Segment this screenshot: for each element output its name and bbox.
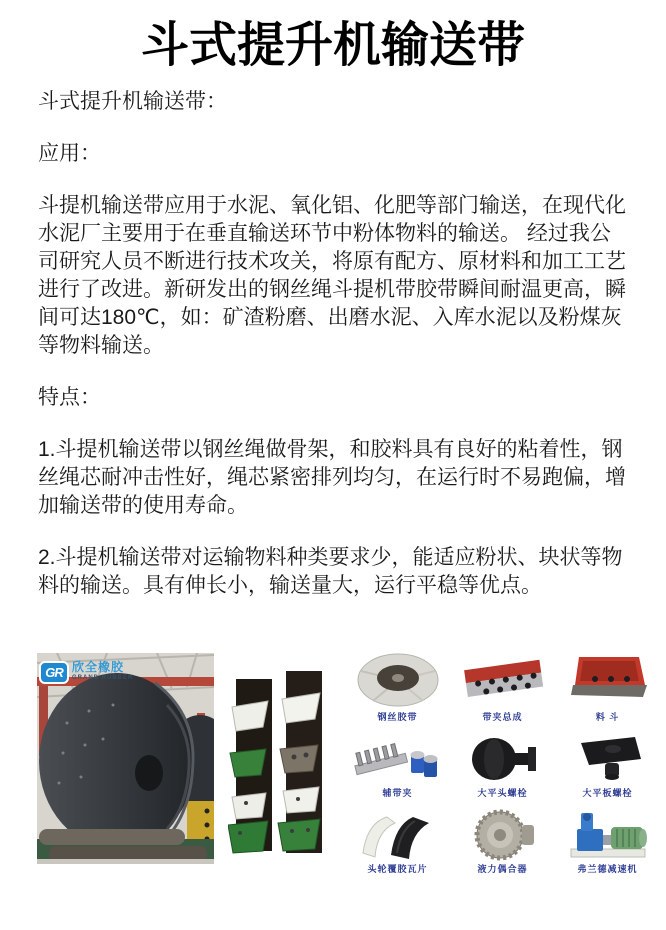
part-flender-reducer [555,801,660,877]
aux-belt-clamp-image [353,735,443,785]
part-hopper [555,645,660,725]
application-text: 斗提机输送带应用于水泥、氧化铝、化肥等部门输送，在现代化水泥厂主要用于在垂直输送环节中粉体物料的输送。 经过我公司研究人员不断进行技术攻关，将原有配方、原材料和加工工艺进行了改进。新研发出的钢丝绳斗提机带胶带瞬间耐温更高，瞬间可达180℃，如：矿渣粉磨、出磨水泥、入库水泥以及粉煤灰等物料输送。 [38,194,626,357]
belt-roll-photo-image [37,653,214,864]
rubber-tiles-image [353,813,443,861]
part-aux-belt-clamp [345,725,450,801]
brand-logo [39,661,133,684]
flender-reducer-image [563,809,653,861]
part-label: 料 斗 [595,712,620,722]
logo-name-en: GRAND RUBBER [72,675,134,681]
page-title: 斗式提升机输送带 [140,19,525,72]
subtitle: 斗式提升机输送带： [38,90,227,113]
part-steel-wire-belt [345,645,450,725]
belt-clamp-assembly-image [458,651,548,709]
part-label: 钢丝胶带 [377,712,418,722]
part-label: 大平头螺栓 [477,788,528,798]
description-body [38,88,628,600]
features-heading: 特点： [38,386,101,409]
part-dome-head-bolt [450,725,555,801]
product-gallery [0,645,666,875]
logo-name-cn: 欣全橡胶 [72,660,125,674]
fluid-coupling-image [458,809,548,861]
steel-wire-belt-image [353,651,443,709]
application-heading: 应用： [38,142,101,165]
part-label: 液力偶合器 [477,864,528,874]
dome-head-bolt-image [458,733,548,785]
part-label: 头轮覆胶瓦片 [367,864,428,874]
part-label: 弗兰德减速机 [577,864,638,874]
feature-item-1: 1.斗提机输送带以钢丝绳做骨架，和胶料具有良好的粘着性，钢丝绳芯耐冲击性好，绳芯紧密排列均匀，在运行时不易跑偏，增加输送带的使用寿命。 [38,438,626,517]
belt-roll-factory-photo [37,653,214,864]
part-label: 大平板螺栓 [582,788,633,798]
flat-plate-bolt-image [563,733,653,785]
part-head-wheel-rubber-tiles [345,801,450,877]
part-belt-clamp-assembly [450,645,555,725]
part-fluid-coupling [450,801,555,877]
hopper-image [563,651,653,709]
elevator-buckets-photo [228,667,333,860]
logo-gr-icon: GR [39,661,69,684]
part-label: 带夹总成 [482,712,523,722]
part-label: 辅带夹 [382,788,413,798]
parts-grid [345,645,660,874]
feature-item-2: 2.斗提机输送带对运输物料种类要求少，能适应粉状、块状等物料的输送。具有伸长小，输送量大，运行平稳等优点。 [38,546,623,597]
buckets-board-image [228,667,333,860]
part-flat-plate-bolt [555,725,660,801]
